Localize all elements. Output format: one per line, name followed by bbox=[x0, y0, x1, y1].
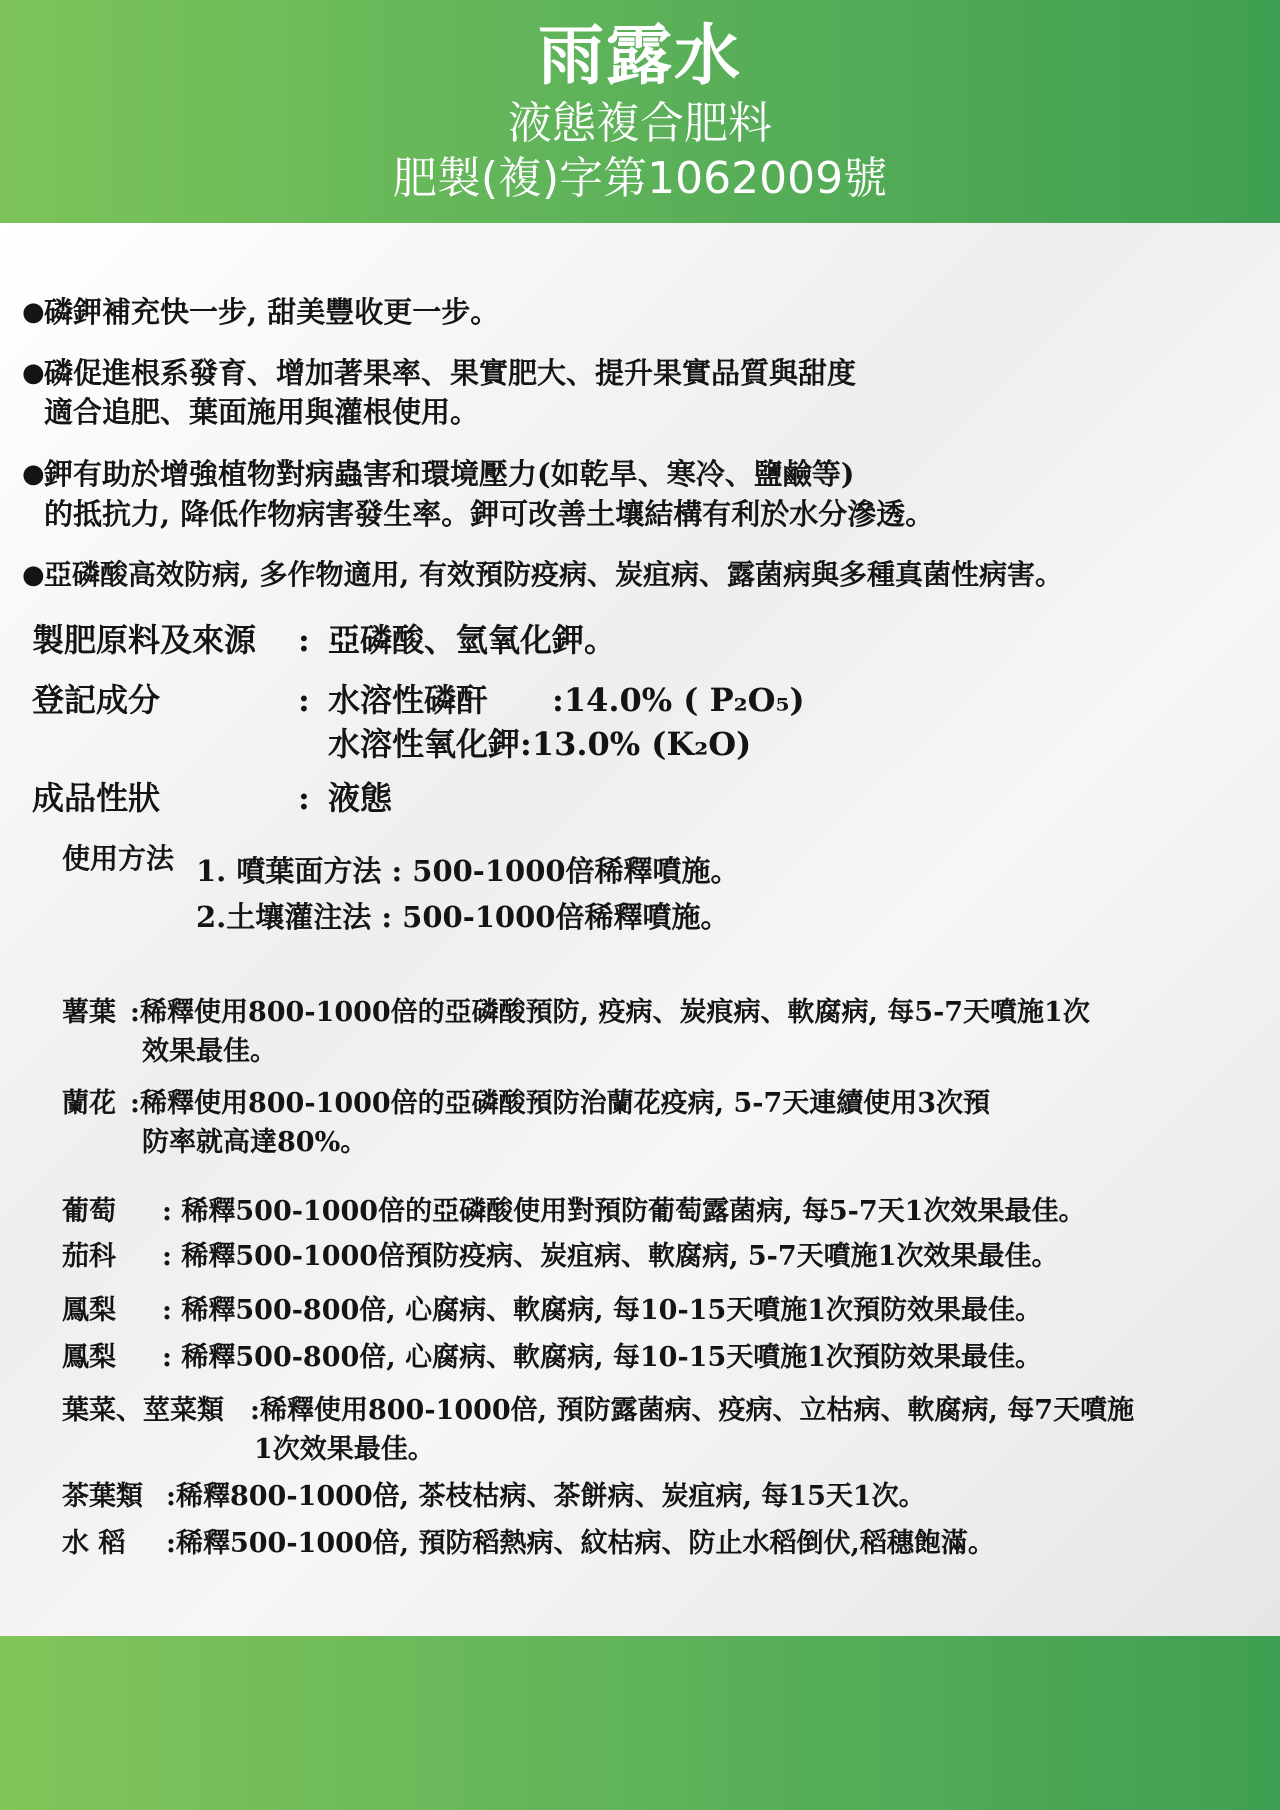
components-label: 登記成分 bbox=[32, 681, 161, 719]
crop-1-line-2: 效果最佳。 bbox=[142, 1036, 277, 1067]
bullet-2-line-1: 磷促進根系發育、增加著果率、果實肥大、提升果實品質與甜度 bbox=[44, 356, 857, 390]
crop-7-line-2: 1次效果最佳。 bbox=[254, 1434, 435, 1465]
crop-3-text: : 稀釋500-1000倍的亞磷酸使用對預防葡萄露菌病, 每5-7天1次效果最佳。 bbox=[162, 1196, 1086, 1227]
bullet-4-line-1: 亞磷酸高效防病, 多作物適用, 有效預防疫病、炭疽病、露菌病與多種真菌性病害。 bbox=[44, 558, 1063, 591]
usage-method-2: 2.土壤灌注法 : 500-1000倍稀釋噴施。 bbox=[196, 900, 730, 934]
usage-label: 使用方法 bbox=[62, 842, 175, 875]
crop-7-line-1: :稀釋使用800-1000倍, 預防露菌病、疫病、立枯病、軟腐病, 每7天噴施 bbox=[250, 1395, 1135, 1426]
license-number: 肥製(複)字第1062009號 bbox=[392, 153, 888, 204]
bullet-dot-icon: ● bbox=[22, 297, 45, 327]
crop-1-line-1: :稀釋使用800-1000倍的亞磷酸預防, 疫病、炭痕病、軟腐病, 每5-7天噴施1次 bbox=[130, 997, 1090, 1028]
bullet-dot-icon: ● bbox=[22, 358, 45, 388]
source-label: 製肥原料及來源 bbox=[32, 621, 257, 659]
crop-name-6: 鳳梨 bbox=[62, 1342, 116, 1373]
bullet-3-line-2: 的抵抗力, 降低作物病害發生率。鉀可改善土壤結構有利於水分滲透。 bbox=[44, 497, 935, 531]
crop-2-line-1: :稀釋使用800-1000倍的亞磷酸預防治蘭花疫病, 5-7天連續使用3次預 bbox=[130, 1088, 991, 1119]
colon: : bbox=[298, 779, 310, 817]
form-label: 成品性狀 bbox=[32, 779, 161, 817]
colon: : bbox=[298, 681, 310, 719]
component-2-value: :13.0% (K₂O) bbox=[520, 725, 752, 763]
crop-4-text: : 稀釋500-1000倍預防疫病、炭疽病、軟腐病, 5-7天噴施1次效果最佳。 bbox=[162, 1241, 1059, 1272]
bullet-1-line-1: 磷鉀補充快一步, 甜美豐收更一步。 bbox=[44, 295, 500, 329]
crop-name-8: 茶葉類 bbox=[62, 1481, 143, 1512]
crop-name-2: 蘭花 bbox=[62, 1088, 116, 1119]
crop-name-5: 鳳梨 bbox=[62, 1295, 116, 1326]
component-1-name: 水溶性磷酐 bbox=[328, 681, 489, 719]
crop-6-text: : 稀釋500-800倍, 心腐病、軟腐病, 每10-15天噴施1次預防效果最佳。 bbox=[162, 1342, 1043, 1373]
header-banner bbox=[0, 0, 1280, 223]
footer-band bbox=[0, 1636, 1280, 1810]
crop-name-4: 茄科 bbox=[62, 1241, 116, 1272]
bullet-dot-icon: ● bbox=[22, 560, 45, 590]
usage-method-1: 1. 噴葉面方法 : 500-1000倍稀釋噴施。 bbox=[196, 854, 740, 888]
product-title: 雨露水 bbox=[538, 16, 742, 94]
crop-2-line-2: 防率就高達80%。 bbox=[142, 1127, 368, 1158]
crop-name-7: 葉菜、莖菜類 bbox=[62, 1395, 224, 1426]
colon: : bbox=[298, 621, 310, 659]
crop-5-text: : 稀釋500-800倍, 心腐病、軟腐病, 每10-15天噴施1次預防效果最佳。 bbox=[162, 1295, 1043, 1326]
source-value: 亞磷酸、氫氧化鉀。 bbox=[328, 621, 617, 659]
crop-8-line-1: :稀釋800-1000倍, 茶枝枯病、茶餅病、炭疽病, 每15天1次。 bbox=[166, 1481, 926, 1512]
bullet-2-line-2: 適合追肥、葉面施用與灌根使用。 bbox=[44, 395, 480, 429]
crop-name-3: 葡萄 bbox=[62, 1196, 116, 1227]
component-1-value: :14.0% ( P₂O₅) bbox=[552, 681, 805, 719]
product-subtitle: 液態複合肥料 bbox=[508, 98, 772, 149]
bullet-3-line-1: 鉀有助於增強植物對病蟲害和環境壓力(如乾旱、寒冷、鹽鹼等) bbox=[44, 457, 855, 491]
crop-9-line-1: :稀釋500-1000倍, 預防稻熱病、紋枯病、防止水稻倒伏,稻穗飽滿。 bbox=[166, 1528, 995, 1559]
form-value: 液態 bbox=[328, 779, 393, 817]
crop-name-1: 薯葉 bbox=[62, 997, 116, 1028]
component-2-name: 水溶性氧化鉀 bbox=[328, 725, 521, 763]
bullet-dot-icon: ● bbox=[22, 459, 45, 489]
crop-name-9: 水 稻 bbox=[62, 1528, 126, 1559]
